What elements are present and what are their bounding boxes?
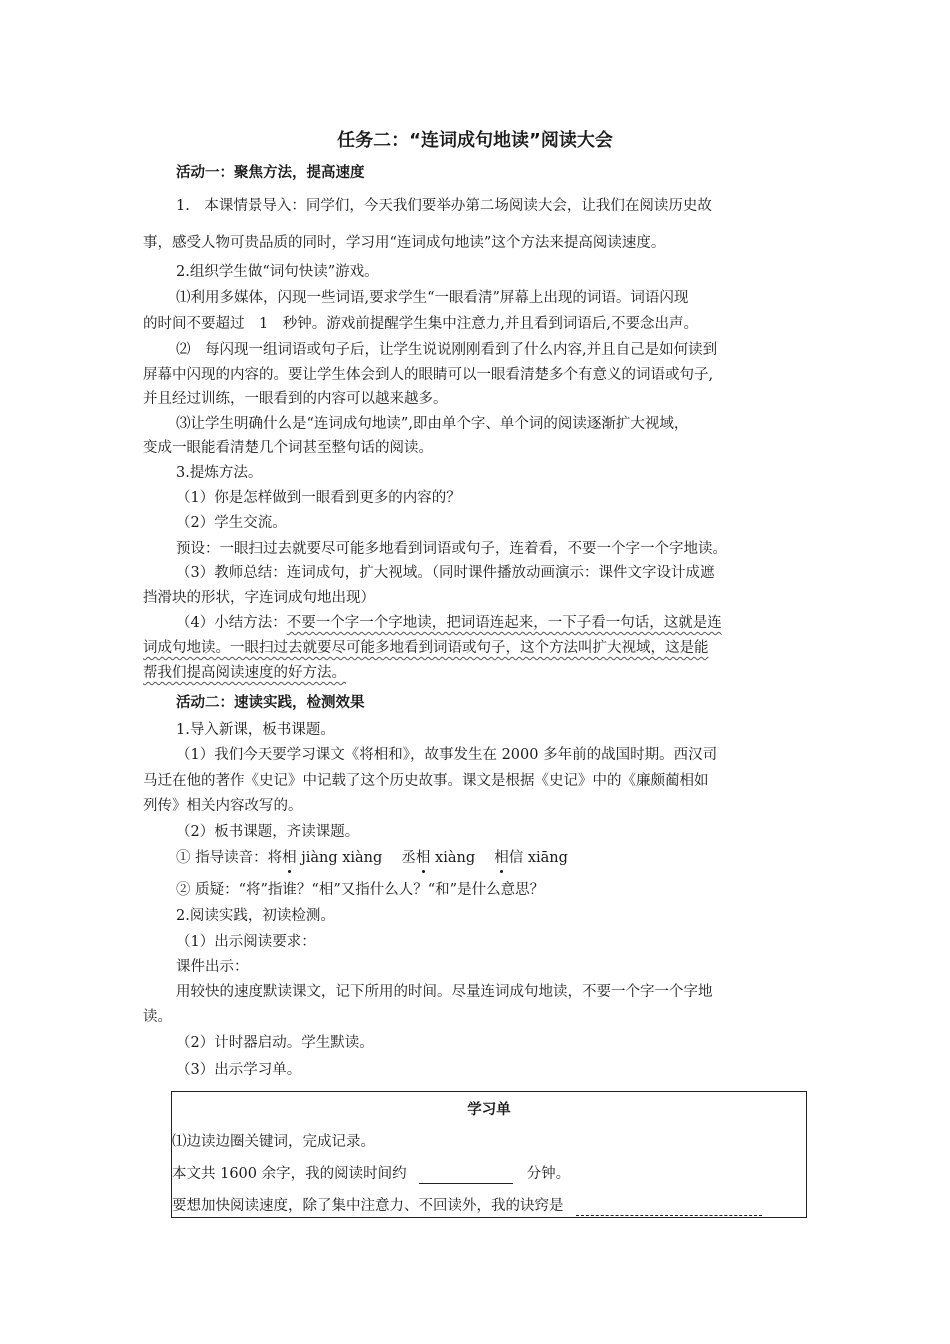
study-sheet-title: 学习单 (467, 1102, 511, 1118)
a1-p1-line1: 1. 本课情景导入：同学们，今天我们要举办第二场阅读大会，让我们在阅读历史故 (176, 198, 712, 214)
a2-p2-line2: 马迁在他的著作《史记》中记载了这个历史故事。课文是根据《史记》中的《廉颇蔺相如 (143, 773, 709, 789)
a2-p3: （2）板书课题，齐读课题。 (176, 824, 360, 840)
a2-p5: ② 质疑：“将”指谁？“相”又指什么人？“和”是什么意思？ (176, 882, 545, 898)
study-sheet-box (171, 1091, 807, 1218)
a1-p2: 2.组织学生做“词句快读”游戏。 (176, 264, 379, 280)
study-sheet-row3 (172, 1196, 762, 1216)
a2-p1: 1.导入新课，板书课题。 (176, 722, 335, 738)
activity-two-heading: 活动二：速读实践，检测效果 (176, 695, 365, 711)
a1-p9: 预设：一眼扫过去就要尽可能多地看到词语或句子，连着看，不要一个字一个字地读。 (176, 541, 727, 557)
a1-p3-line1: ⑴利用多媒体，闪现一些词语,要求学生“一眼看清”屏幕上出现的词语。词语闪现 (176, 290, 689, 306)
a1-p11-emphasis-1: 不要一个字一个字地读，把词语连起来，一下子看一句话，这就是连 (286, 615, 722, 631)
pinyin-1: jiàng xiàng 丞 (296, 850, 416, 866)
a2-p9-line1: 用较快的速度默读课文，记下所用的时间。尽量连词成句地读，不要一个字一个字地 (176, 984, 713, 1000)
study-sheet-row1: ⑴边读边圈关键词，完成记录。 (172, 1134, 375, 1150)
a1-p1-line2: 事，感受人物可贵品质的同时，学习用“连词成句地读”这个方法来提高阅读速度。 (143, 235, 666, 251)
a1-p10-line1: （3）教师总结：连词成句，扩大视域。（同时课件播放动画演示：课件文字设计成遮 (176, 565, 715, 581)
a2-p7: （1）出示阅读要求： (176, 934, 316, 950)
reading-time-label: 本文共 1600 余字，我的阅读时间约 (172, 1166, 407, 1182)
a1-p4-line3: 并且经过训练，一眼看到的内容可以越来越多。 (143, 391, 448, 407)
reading-time-blank[interactable] (419, 1167, 513, 1184)
a1-p5-line2: 变成一眼能看清楚几个词甚至整句话的阅读。 (143, 440, 433, 456)
tip-label: 要想加快阅读速度，除了集中注意力、不回读外，我的诀窍是 (172, 1198, 564, 1214)
study-sheet-row2 (172, 1164, 570, 1184)
a2-p2-line1: （1）我们今天要学习课文《将相和》，故事发生在 2000 多年前的战国时期。西汉司 (176, 747, 718, 763)
a1-p7: （1）你是怎样做到一眼看到更多的内容的？ (176, 490, 461, 506)
a1-p8: （2）学生交流。 (176, 515, 287, 531)
a1-p4-line1: ⑵ 每闪现一组词语或句子后，让学生说说刚刚看到了什么内容,并且自己是如何读到 (176, 342, 718, 358)
a1-p11-line2 (143, 638, 709, 658)
pinyin-3: 信 xiāng (508, 850, 568, 866)
a1-p10-line2: 挡滑块的形状，字连词成句地出现） (143, 590, 375, 606)
a1-p4-line2: 屏幕中闪现的内容的。要让学生体会到人的眼睛可以一眼看清楚多个有意义的词语或句子, (143, 367, 714, 383)
a1-p3-line2: 的时间不要超过 1 秒钟。游戏前提醒学生集中注意力,并且看到词语后,不要念出声。 (143, 316, 698, 332)
pronunciation-lead: ① 指导读音：将 (176, 850, 283, 866)
a1-p11-emphasis-2: 词成句地读。一眼扫过去就要尽可能多地看到词语或句子，这个方法叫扩大视域，这是能 (143, 640, 709, 656)
dotted-char-2: 相 (415, 850, 431, 866)
a1-p11-line1 (176, 613, 722, 633)
a1-p5-line1: ⑶让学生明确什么是“连词成句地读”,即由单个字、单个词的阅读逐渐扩大视域， (176, 416, 689, 432)
a2-p8: 课件出示： (176, 959, 249, 975)
a2-p9-line2: 读。 (143, 1009, 172, 1025)
reading-time-unit: 分钟。 (526, 1166, 571, 1182)
page-title: 任务二：“连词成句地读”阅读大会 (337, 130, 613, 151)
pinyin-2: xiàng (430, 850, 495, 866)
dotted-char-1: 相 (282, 850, 297, 866)
a1-p6: 3.提炼方法。 (176, 465, 263, 481)
a2-p2-line3: 列传》相关内容改写的。 (143, 798, 303, 814)
a2-p6: 2.阅读实践，初读检测。 (176, 908, 335, 924)
a1-p11-emphasis-3: 帮我们提高阅读速度的好方法。 (143, 665, 346, 681)
a1-p11-lead: （4）小结方法： (176, 615, 287, 631)
activity-one-heading: 活动一：聚焦方法，提高速度 (176, 165, 365, 181)
a2-p10: （2）计时器启动。学生默读。 (176, 1035, 374, 1051)
a2-p11: （3）出示学习单。 (176, 1062, 302, 1078)
a1-p11-line3 (143, 663, 346, 683)
a2-p4-pronunciation (176, 848, 568, 868)
dotted-char-3: 相 (494, 850, 509, 866)
tip-blank[interactable] (576, 1199, 762, 1216)
